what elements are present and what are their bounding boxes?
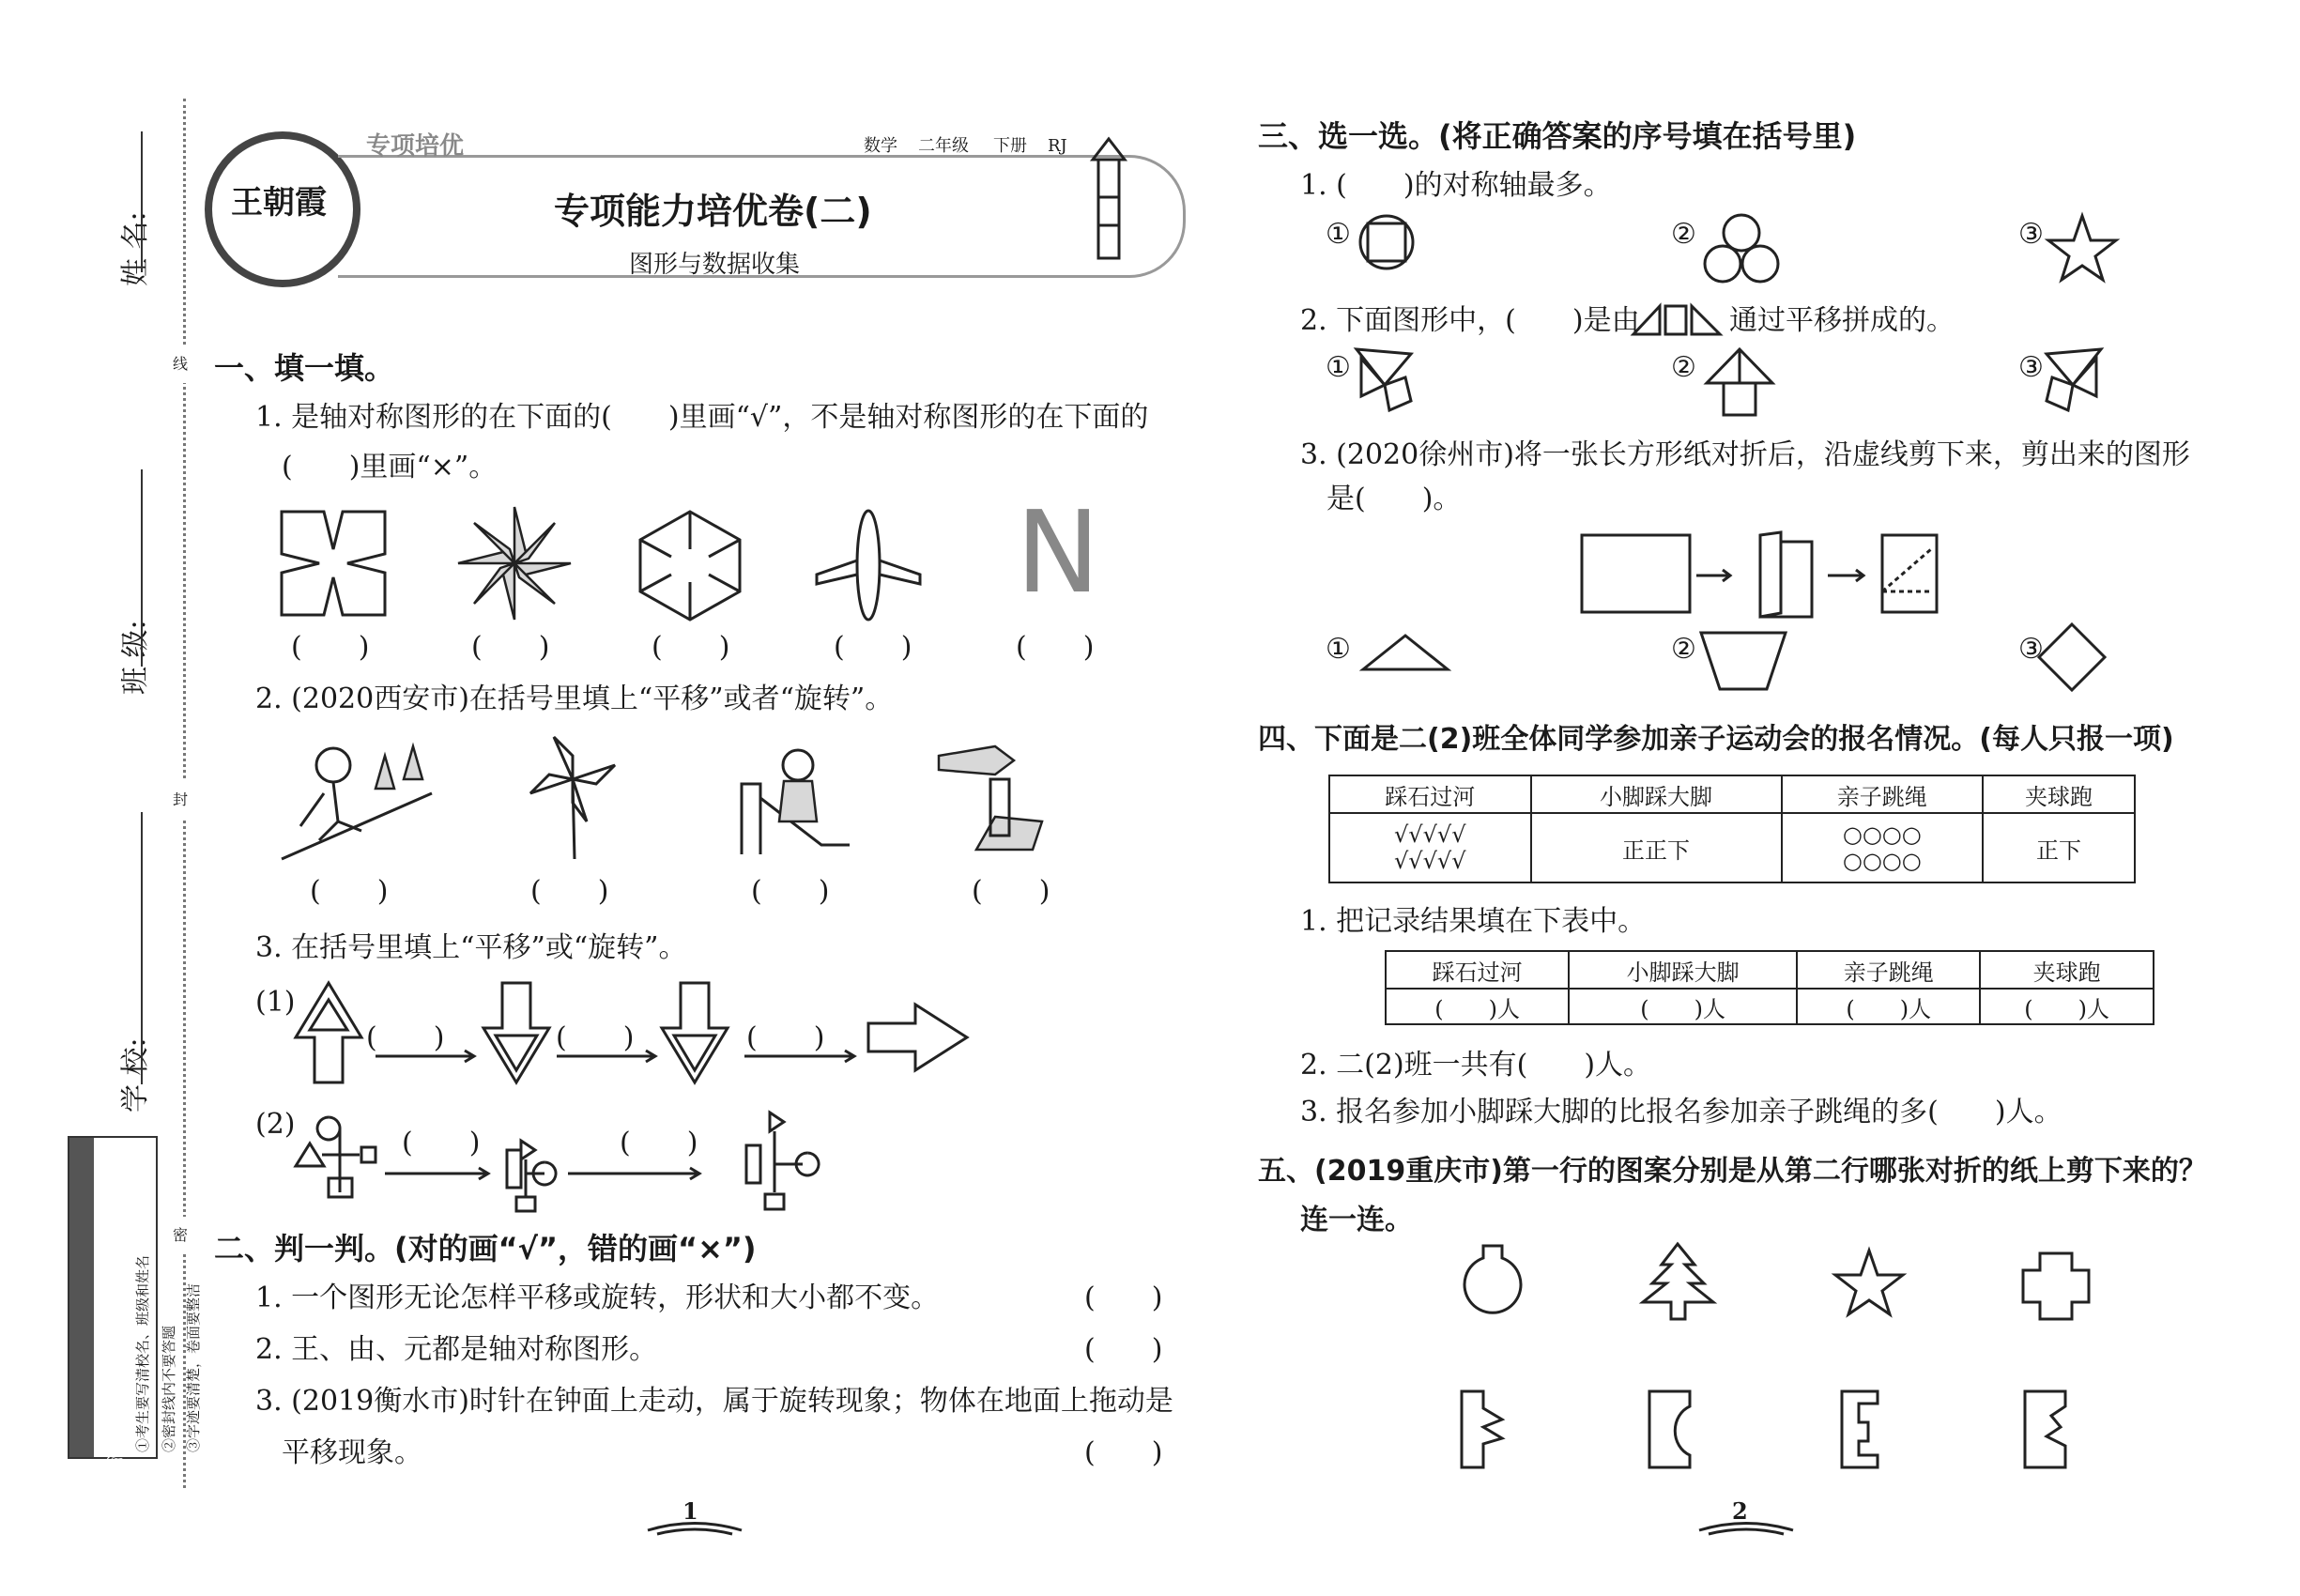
meta-grade: 二年级 bbox=[918, 136, 969, 156]
c3-option2-trapezoid bbox=[1701, 631, 1786, 692]
page-number-ornament-2 bbox=[1699, 1521, 1793, 1540]
letter-n-shape: N bbox=[1016, 488, 1100, 619]
judge-2-text: 2. 王、由、元都是轴对称图形。 bbox=[255, 1333, 658, 1366]
meta-term: 下册 bbox=[993, 136, 1027, 156]
tally-table bbox=[1328, 775, 2136, 883]
result-table bbox=[1385, 950, 2154, 1025]
school-label: 学 校: bbox=[119, 1037, 152, 1113]
c3-opt1-label: ① bbox=[1326, 633, 1351, 666]
section-1-title: 一、填一填。 bbox=[214, 350, 395, 386]
tally-header-1: 踩石过河 bbox=[1329, 775, 1531, 813]
bottle-cap-image bbox=[939, 728, 1070, 859]
cutout-circle-pattern bbox=[1460, 1244, 1526, 1319]
q2-answer-3[interactable]: ( ) bbox=[751, 875, 830, 908]
result-header-3: 亲子跳绳 bbox=[1797, 951, 1980, 989]
choice-3-text-line2: 是( )。 bbox=[1326, 483, 1462, 515]
section-4-title: 四、下面是二(2)班全体同学参加亲子运动会的报名情况。(每人只报一项) bbox=[1258, 723, 2174, 756]
school-line[interactable] bbox=[141, 812, 143, 1084]
seal-char-xian: 线 bbox=[173, 345, 188, 383]
result-cell-1[interactable]: ( )人 bbox=[1386, 989, 1569, 1024]
x-cross-shape bbox=[282, 512, 385, 615]
notice-title: 注意事项 bbox=[106, 1394, 126, 1462]
notice-item-1: ①考生要写清校名、班级和姓名 bbox=[134, 1254, 151, 1452]
cutout-tree-pattern bbox=[1643, 1244, 1713, 1319]
q3-1-answer-2[interactable]: ( ) bbox=[556, 1021, 635, 1054]
tally-cell-2: 正正下 bbox=[1531, 813, 1782, 882]
tally-header-2: 小脚踩大脚 bbox=[1531, 775, 1782, 813]
q1-text-line1: 1. 是轴对称图形的在下面的( )里画“√”，不是轴对称图形的在下面的 bbox=[255, 401, 1149, 434]
c3-option1-triangle bbox=[1363, 634, 1448, 671]
data-q2-text[interactable]: 2. 二(2)班一共有( )人。 bbox=[1300, 1049, 1652, 1082]
folded-paper-4 bbox=[2023, 1389, 2070, 1469]
seal-char-feng: 封 bbox=[173, 781, 188, 819]
c1-opt3-label: ③ bbox=[2018, 218, 2044, 251]
hexagon-swirl-shape bbox=[638, 512, 742, 620]
lighthouse-icon bbox=[1080, 131, 1136, 263]
q2-answer-1[interactable]: ( ) bbox=[310, 875, 389, 908]
c2-opt3-label: ③ bbox=[2018, 351, 2044, 384]
c2-option3-shape bbox=[2047, 349, 2103, 415]
tally-checks-row1: √√√√√ bbox=[1394, 821, 1466, 848]
c2-opt2-label: ② bbox=[1671, 351, 1696, 384]
name-line[interactable] bbox=[141, 131, 143, 272]
tally-circles-row2: ○○○○ bbox=[1842, 848, 1922, 874]
tally-header-3: 亲子跳绳 bbox=[1782, 775, 1984, 813]
q1-answer-3[interactable]: ( ) bbox=[652, 631, 730, 664]
star-shape bbox=[2048, 214, 2116, 282]
page-title: 专项能力培优卷(二) bbox=[554, 191, 872, 232]
c2-option1-shape bbox=[1357, 349, 1413, 415]
q3-part2-label: (2) bbox=[255, 1108, 296, 1141]
q1-answer-4[interactable]: ( ) bbox=[834, 631, 912, 664]
choice-3-text-line1: 3. (2020徐州市)将一张长方形纸对折后，沿虚线剪下来，剪出来的图形 bbox=[1300, 438, 2190, 471]
page-number-2: 2 bbox=[1732, 1497, 1748, 1525]
result-header-4: 夹球跑 bbox=[1980, 951, 2154, 989]
choice-1-text: 1. ( )的对称轴最多。 bbox=[1300, 169, 1612, 202]
tally-checks-row2: √√√√√ bbox=[1394, 848, 1466, 874]
cutout-star-pattern bbox=[1835, 1249, 1903, 1316]
tally-cell-1 bbox=[1329, 813, 1531, 882]
meta-subject: 数学 bbox=[864, 136, 897, 156]
c3-opt2-label: ② bbox=[1671, 633, 1696, 666]
judge-1-answer[interactable]: ( ) bbox=[1084, 1281, 1163, 1314]
choice-2-text: 2. 下面图形中，( )是由 bbox=[1300, 304, 1640, 337]
section-5-title-line2: 连一连。 bbox=[1300, 1204, 1413, 1236]
pinwheel-star-shape bbox=[458, 507, 571, 620]
page-number-ornament bbox=[648, 1521, 742, 1540]
q1-answer-2[interactable]: ( ) bbox=[471, 631, 550, 664]
tally-cell-3 bbox=[1782, 813, 1984, 882]
c2-option2-shape bbox=[1707, 347, 1772, 418]
three-circles-shape bbox=[1704, 214, 1779, 284]
c3-option3-diamond bbox=[2039, 624, 2105, 690]
judge-3-answer[interactable]: ( ) bbox=[1084, 1436, 1163, 1469]
data-q1-text: 1. 把记录结果填在下表中。 bbox=[1300, 905, 1647, 938]
slide-image bbox=[732, 742, 854, 859]
folded-paper-2 bbox=[1648, 1389, 1694, 1469]
q3-text: 3. 在括号里填上“平移”或“旋转”。 bbox=[255, 931, 687, 964]
result-cell-4[interactable]: ( )人 bbox=[1980, 989, 2154, 1024]
q1-answer-5[interactable]: ( ) bbox=[1016, 631, 1095, 664]
q3-1-answer-3[interactable]: ( ) bbox=[746, 1021, 825, 1054]
pinwheel-image bbox=[526, 737, 620, 859]
paper-fold-sequence bbox=[1582, 530, 1939, 624]
notice-item-2: ②密封线内不要答题 bbox=[161, 1325, 177, 1452]
skier-image bbox=[282, 737, 432, 859]
tally-cell-4: 正下 bbox=[1983, 813, 2135, 882]
section-3-title: 三、选一选。(将正确答案的序号填在括号里) bbox=[1258, 118, 1857, 154]
class-label: 班 级: bbox=[119, 620, 152, 695]
result-cell-3[interactable]: ( )人 bbox=[1797, 989, 1980, 1024]
judge-3-text-line1: 3. (2019衡水市)时针在钟面上走动，属于旋转现象；物体在地面上拖动是 bbox=[255, 1385, 1173, 1418]
notice-box bbox=[68, 1136, 202, 1462]
section-5-title-line1: 五、(2019重庆市)第一行的图案分别是从第二行哪张对折的纸上剪下来的？ bbox=[1258, 1155, 2207, 1188]
cutout-cross-pattern bbox=[2023, 1253, 2089, 1319]
circle-square-shape bbox=[1358, 214, 1415, 270]
page-number-1: 1 bbox=[682, 1497, 698, 1525]
q2-answer-2[interactable]: ( ) bbox=[530, 875, 609, 908]
c2-opt1-label: ① bbox=[1326, 351, 1351, 384]
page-subtitle: 图形与数据收集 bbox=[629, 251, 801, 279]
name-label: 姓 名: bbox=[119, 211, 152, 286]
folded-paper-3 bbox=[1840, 1389, 1887, 1469]
result-cell-2[interactable]: ( )人 bbox=[1569, 989, 1797, 1024]
section-2-title: 二、判一判。(对的画“√”，错的画“×”) bbox=[214, 1231, 757, 1266]
notice-item-3: ③字迹要清楚，卷面要整洁 bbox=[185, 1282, 202, 1452]
airplane-shape bbox=[817, 509, 920, 622]
q3-part1-label: (1) bbox=[255, 986, 296, 1019]
judge-3-text-line2: 平移现象。 bbox=[282, 1436, 422, 1469]
c1-opt2-label: ② bbox=[1671, 218, 1696, 251]
header-tag: 专项培优 bbox=[366, 132, 465, 161]
q1-text-line2: ( )里画“×”。 bbox=[282, 451, 498, 483]
data-q3-text[interactable]: 3. 报名参加小脚踩大脚的比报名参加亲子跳绳的多( )人。 bbox=[1300, 1096, 2062, 1128]
result-header-2: 小脚踩大脚 bbox=[1569, 951, 1797, 989]
judge-2-answer[interactable]: ( ) bbox=[1084, 1333, 1163, 1366]
judge-1-text: 1. 一个图形无论怎样平移或旋转，形状和大小都不变。 bbox=[255, 1281, 940, 1314]
logo-text: 王朝霞 bbox=[231, 184, 327, 222]
tile-pieces-shape bbox=[1633, 302, 1727, 336]
q3-symbol-sequence bbox=[296, 1108, 840, 1211]
q3-2-answer-2[interactable]: ( ) bbox=[620, 1127, 698, 1159]
seal-char-mi: 密 bbox=[173, 1217, 188, 1254]
q2-text: 2. (2020西安市)在括号里填上“平移”或者“旋转”。 bbox=[255, 683, 894, 715]
meta-edition: RJ bbox=[1048, 136, 1067, 156]
c3-opt3-label: ③ bbox=[2018, 633, 2044, 666]
c1-opt1-label: ① bbox=[1326, 218, 1351, 251]
choice-2-text-tail: 通过平移拼成的。 bbox=[1729, 304, 1955, 337]
class-line[interactable] bbox=[141, 469, 143, 667]
q3-2-answer-1[interactable]: ( ) bbox=[402, 1127, 481, 1159]
tally-header-4: 夹球跑 bbox=[1983, 775, 2135, 813]
q2-answer-4[interactable]: ( ) bbox=[972, 875, 1050, 908]
q1-answer-1[interactable]: ( ) bbox=[291, 631, 370, 664]
q3-1-answer-1[interactable]: ( ) bbox=[366, 1021, 445, 1054]
result-header-1: 踩石过河 bbox=[1386, 951, 1569, 989]
tally-circles-row1: ○○○○ bbox=[1842, 821, 1922, 848]
folded-paper-1 bbox=[1460, 1389, 1507, 1469]
